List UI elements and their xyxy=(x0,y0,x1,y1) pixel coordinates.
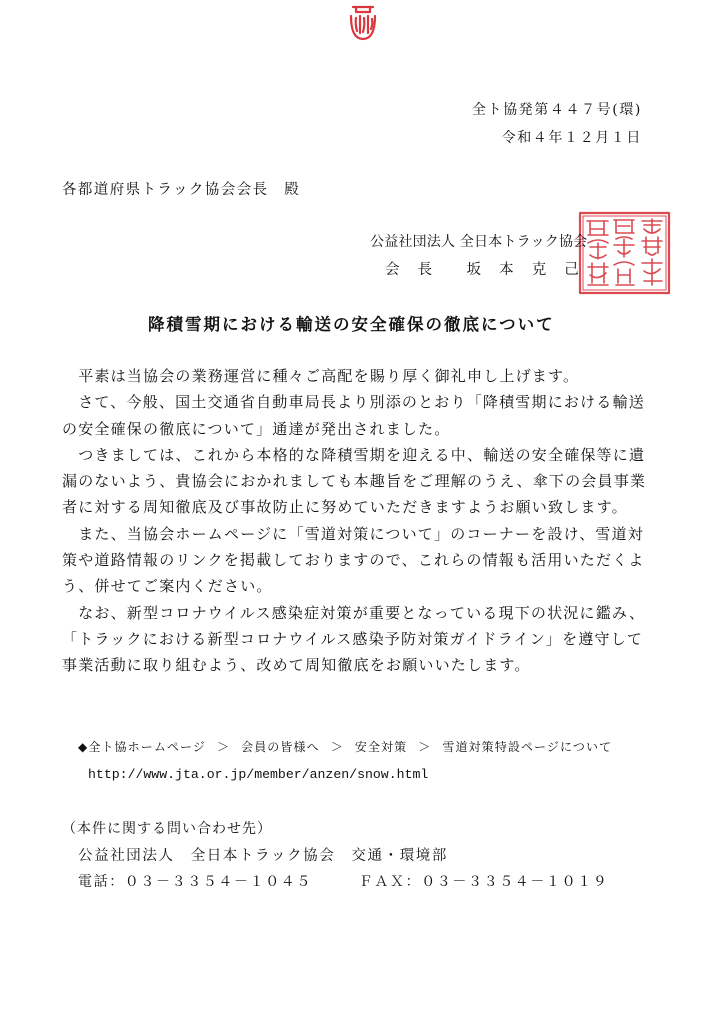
breadcrumb-item: 安全対策 xyxy=(354,740,408,754)
official-seal-icon xyxy=(578,211,671,295)
body-line: の安全確保の徹底について」通達が発出されました。 xyxy=(62,419,451,438)
body-line: う、併せてご案内ください。 xyxy=(62,577,273,596)
body-line: 平素は当協会の業務運営に種々ご高配を賜り厚く御礼申し上げます。 xyxy=(62,367,580,385)
body-line: なお、新型コロナウイルス感染症対策が重要となっている現下の状況に鑑み、 xyxy=(62,603,646,622)
contact-phone-fax: 電話：０３－３３５４－１０４５ ＦＡＸ：０３－３３５４－１０１９ xyxy=(78,874,609,890)
sender-representative: 会 長 坂 本 克 己 xyxy=(385,262,581,278)
seal-icon xyxy=(347,4,379,42)
document-body xyxy=(62,363,662,679)
body-line: 「トラックにおける新型コロナウイルス感染予防対策ガイドライン」を遵守して xyxy=(62,629,644,648)
body-line: さて、今般、国土交通省自動車局長より別添のとおり「降積雪期における輸送 xyxy=(62,393,645,412)
body-line: 者に対する周知徹底及び事故防止に努めていただきますようお願い致します。 xyxy=(62,498,628,517)
document-title: 降積雪期における輸送の安全確保の徹底について xyxy=(148,315,555,334)
page-url: http://www.jta.or.jp/member/anzen/snow.html xyxy=(88,767,429,782)
sender-organization: 公益社団法人 全日本トラック協会 xyxy=(370,234,588,250)
body-line: また、当協会ホームページに「雪道対策について」のコーナーを設け、雪道対 xyxy=(62,524,645,543)
addressee: 各都道府県トラック協会会長 殿 xyxy=(62,182,301,198)
document-date: 令和４年１２月１日 xyxy=(501,130,642,146)
breadcrumb-item: ◆全ト協ホームページ xyxy=(78,740,206,754)
body-line: つきましては、これから本格的な降積雪期を迎える中、輸送の安全確保等に遺 xyxy=(62,445,646,464)
breadcrumb-item: 雪道対策特設ページについて xyxy=(442,740,613,754)
breadcrumb-item: 会員の皆様へ xyxy=(241,740,320,754)
breadcrumb-separator: ＞ xyxy=(217,740,231,754)
document-number: 全ト協発第４４７号(環) xyxy=(471,102,642,118)
breadcrumb-separator: ＞ xyxy=(418,740,432,754)
body-line: 策や道路情報のリンクを掲載しておりますので、これらの情報も活用いただくよ xyxy=(62,551,645,570)
body-line: 漏のないよう、貴協会におかれましても本趣旨をご理解のうえ、傘下の会員事業 xyxy=(62,472,647,491)
contact-organization: 公益社団法人 全日本トラック協会 交通・環境部 xyxy=(78,848,449,864)
body-line: 事業活動に取り組むよう、改めて周知徹底をお願いいたします。 xyxy=(62,656,531,675)
breadcrumb-separator: ＞ xyxy=(330,740,344,754)
breadcrumb xyxy=(78,739,612,755)
contact-heading: （本件に関する問い合わせ先） xyxy=(62,821,272,837)
